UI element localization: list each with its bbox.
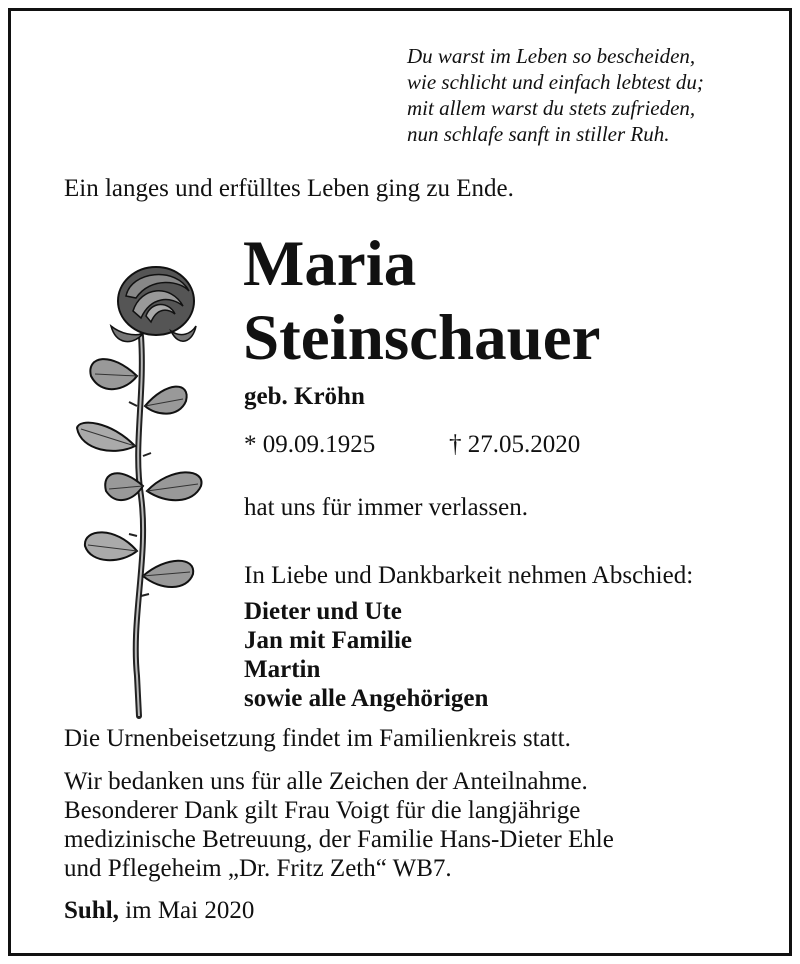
mourner: sowie alle Angehörigen bbox=[244, 685, 489, 712]
deceased-name bbox=[243, 227, 601, 375]
mourner: Dieter und Ute bbox=[244, 598, 402, 625]
poem-line: wie schlicht und einfach lebtest du; bbox=[407, 70, 704, 94]
passed-away-text: hat uns für immer verlassen. bbox=[244, 494, 528, 521]
thanks-paragraph bbox=[64, 767, 614, 883]
place-date bbox=[64, 897, 254, 925]
farewell-text: In Liebe und Dankbarkeit nehmen Abschied: bbox=[244, 562, 694, 589]
poem-line: Du warst im Leben so bescheiden, bbox=[407, 44, 696, 68]
thanks-line: medizinische Betreuung, der Familie Hans-Dieter Ehle bbox=[64, 826, 614, 853]
maiden-name: geb. Kröhn bbox=[244, 383, 365, 410]
mourners-list bbox=[244, 597, 488, 713]
last-name: Steinschauer bbox=[243, 302, 601, 374]
thanks-line: Wir bedanken uns für alle Zeichen der Anteilnahme. bbox=[64, 768, 588, 795]
life-dates bbox=[244, 431, 581, 459]
intro-text: Ein langes und erfülltes Leben ging zu Ende. bbox=[64, 175, 514, 202]
birth-date: * 09.09.1925 bbox=[244, 431, 376, 458]
poem-line: mit allem warst du stets zufrieden, bbox=[407, 96, 696, 120]
rose-icon bbox=[71, 256, 221, 726]
thanks-line: und Pflegeheim „Dr. Fritz Zeth“ WB7. bbox=[64, 855, 452, 882]
memorial-poem bbox=[407, 43, 704, 147]
place-date-text: im Mai 2020 bbox=[118, 897, 255, 924]
first-name: Maria bbox=[243, 228, 417, 300]
death-date: † 27.05.2020 bbox=[449, 431, 581, 458]
mourner: Martin bbox=[244, 656, 321, 683]
burial-note: Die Urnenbeisetzung findet im Familienkreis statt. bbox=[64, 725, 571, 752]
mourner: Jan mit Familie bbox=[244, 627, 413, 654]
poem-line: nun schlafe sanft in stiller Ruh. bbox=[407, 122, 670, 146]
obituary-frame bbox=[8, 8, 792, 956]
thanks-line: Besonderer Dank gilt Frau Voigt für die langjährige bbox=[64, 797, 581, 824]
place-city: Suhl, bbox=[64, 897, 119, 924]
